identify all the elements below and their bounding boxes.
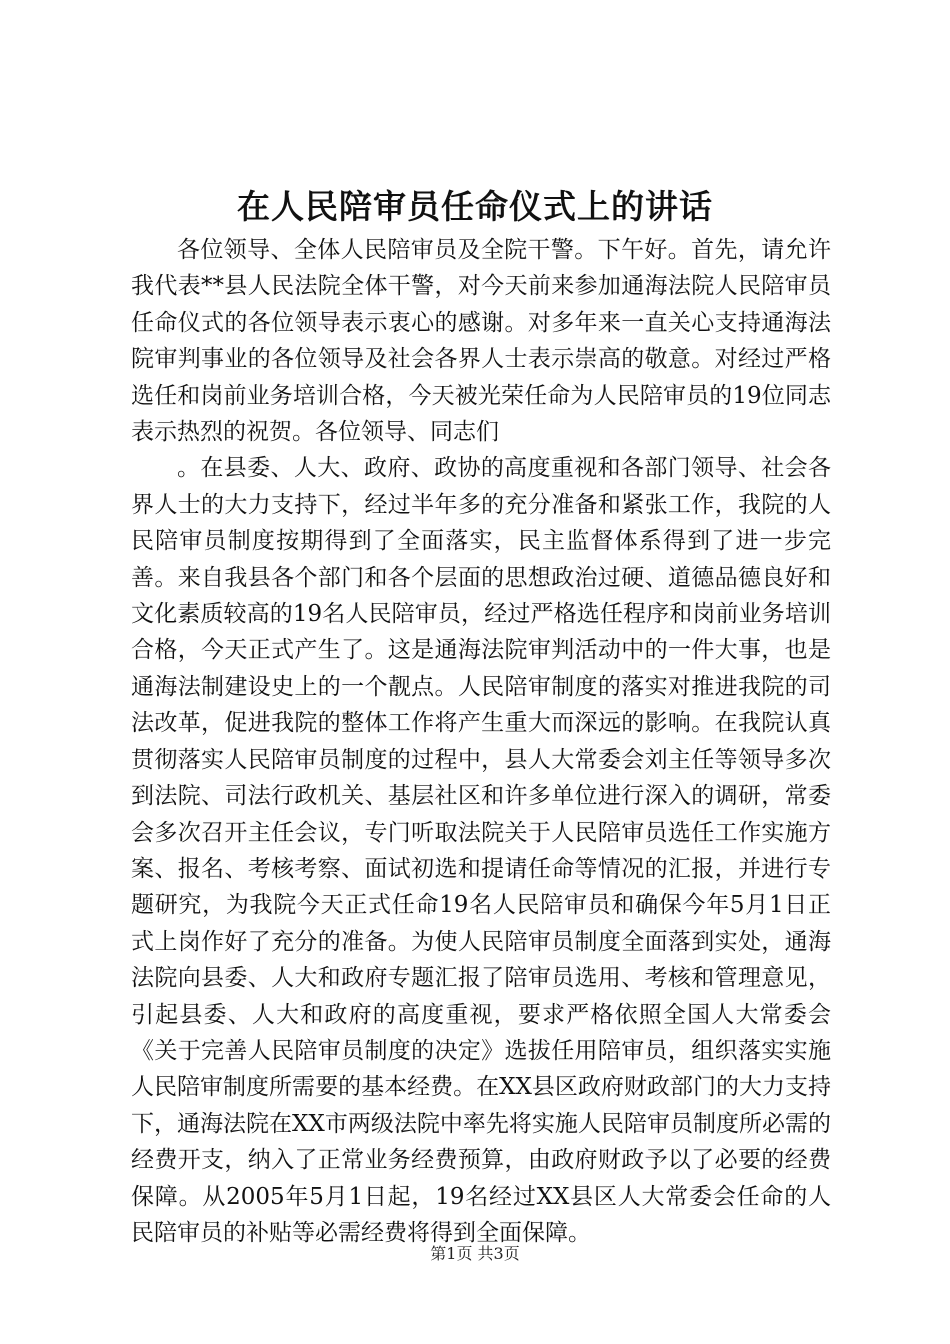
document-title: 在人民陪审员任命仪式上的讲话 xyxy=(237,187,713,226)
paragraph-main: 。在县委、人大、政府、政协的高度重视和各部门领导、社会各界人士的大力支持下，经过半年多的充分准备和紧张工作，我院的人民陪审员制度按期得到了全面落实，民主监督体系得到了进一步完善。来自我县各个部门和各个层面的思想政治过硬、道德品德良好和文化素质较高的19名人民陪审员，经过严格选任程序和岗前业务培训合格，今天正式产生了。这是通海法院审判活动中的一件大事，也是通海法制建设史上的一个靓点。人民陪审制度的落实对推进我院的司法改革，促进我院的整体工作将产生重大而深远的影响。在我院认真贯彻落实人民陪审员制度的过程中，县人大常委会刘主任等领导多次到法院、司法行政机关、基层社区和许多单位进行深入的调研，常委会多次召开主任会议，专门听取法院关于人民陪审员选任工作实施方案、报名、考核考察、面试初选和提请任命等情况的汇报，并进行专题研究，为我院今天正式任命19名人民陪审员和确保今年5月1日正式上岗作好了充分的准备。为使人民陪审员制度全面落到实处，通海法院向县委、人大和政府专题汇报了陪审员选用、考核和管理意见，引起县委、人大和政府的高度重视，要求严格依照全国人大常委会《关于完善人民陪审员制度的决定》选拔任用陪审员，组织落实实施人民陪审制度所需要的基本经费。在XX县区政府财政部门的大力支持下，通海法院在XX市两级法院中率先将实施人民陪审员制度所必需的经费开支，纳入了正常业务经费预算，由政府财政予以了必要的经费保障。从2005年5月1日起，19名经过XX县区人大常委会任命的人民陪审员的补贴等必需经费将得到全面保障。 xyxy=(131,455,831,1246)
document-body xyxy=(131,232,831,1251)
page-footer: 第1页 共3页 xyxy=(430,1244,520,1263)
paragraph-greeting: 各位领导、全体人民陪审员及全院干警。下午好。首先，请允许我代表**县人民法院全体干警，对今天前来参加通海法院人民陪审员任命仪式的各位领导表示衷心的感谢。对多年来一直关心支持通海法院审判事业的各位领导及社会各界人士表示崇高的敬意。对经过严格选任和岗前业务培训合格，今天被光荣任命为人民陪审员的19位同志表示热烈的祝贺。各位领导、同志们 xyxy=(131,237,831,446)
